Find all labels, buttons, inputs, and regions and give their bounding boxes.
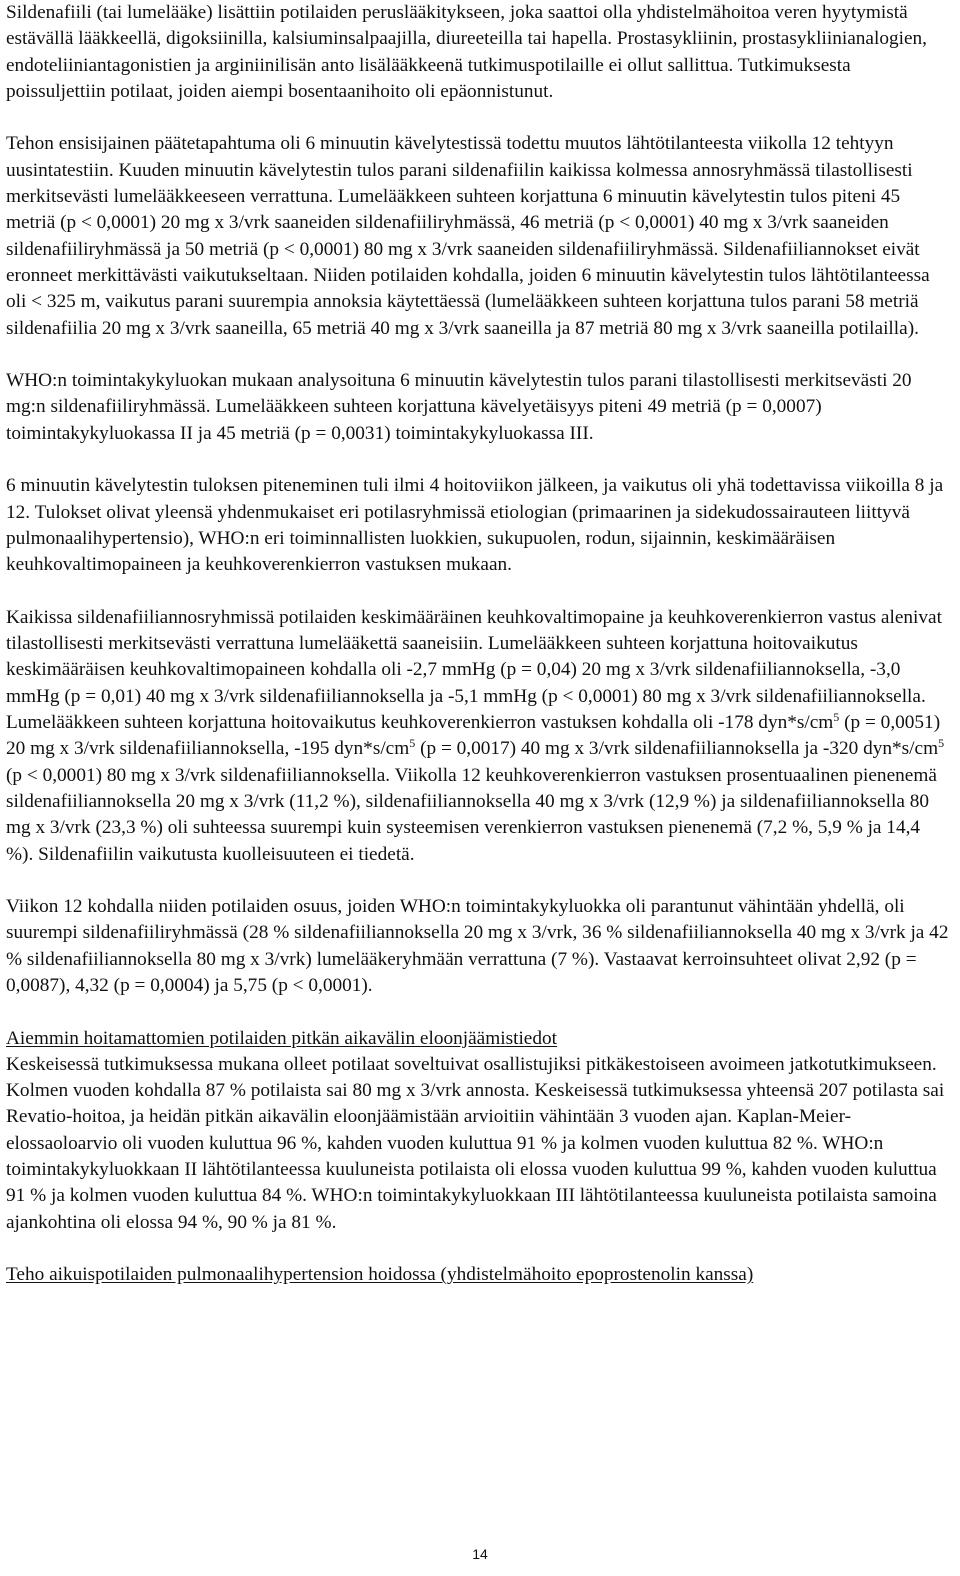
paragraph-text: 6 minuutin kävelytestin tuloksen piteneminen tuli ilmi 4 hoitoviikon jälkeen, ja vaikutus oli yhä todettavissa viikoilla 8 ja 12. Tulokset olivat yleensä yhdenmukaiset eri potilasryhmissä etiologian (primaarinen ja sidekudossairauteen liittyvä pulmonaalihypertensio), WHO:n eri toiminnallisten luokkien, sukupuolen, rodun, sijainnin, keskimääräisen keuhkovaltimopaineen ja keuhkoverenkierron vastuksen mukaan. bbox=[6, 475, 944, 576]
paragraph-who-class-analysis bbox=[6, 368, 952, 447]
paragraph-long-term-survival: Keskeisessä tutkimuksessa mukana olleet potilaat soveltuivat osallistujiksi pitkäkestoiseen avoimeen jatkotutkimukseen. Kolmen vuoden kohdalla 87 % potilaista sai 80 mg x 3/vrk annosta. Keskeisessä tutkimuksessa yhteensä 207 potilasta sai Revatio-hoitoa, ja heidän pitkän aikavälin eloonjäämistään arvioitiin vähintään 3 vuoden ajan. Kaplan-Meier-elossaoloarvio oli vuoden kuluttua 96 %, kahden vuoden kuluttua 91 % ja kolmen vuoden kuluttua 82 %. WHO:n toimintakykyluokkaan II lähtötilanteessa kuuluneista potilaista oli elossa vuoden kuluttua 99 %, kahden vuoden kuluttua 91 % ja kolmen vuoden kuluttua 84 %. WHO:n toimintakykyluokkaan III lähtötilanteessa kuuluneista potilaista samoina ajankohtina oli elossa 94 %, 90 % ja 81 %. bbox=[6, 1053, 945, 1233]
paragraph-walk-test-timing bbox=[6, 473, 952, 578]
paragraph-text: Tehon ensisijainen päätetapahtuma oli 6 minuutin kävelytestissä todettu muutos lähtötilanteesta viikolla 12 tehtyyn uusintatestiin. Kuuden minuutin kävelytestin tulos parani sildenafiilin kaikissa kolmessa annosryhmässä tilastollisesti merkitsevästi lumelääkkeeseen verrattuna. Lumelääkkeen suhteen korjattuna 6 minuutin kävelytestin tulos piteni 45 metriä (p < 0,0001) 20 mg x 3/vrk saaneiden sildenafiiliryhmässä, 46 metriä (p < 0,0001) 40 mg x 3/vrk saaneiden sildenafiiliryhmässä ja 50 metriä (p < 0,0001) 80 mg x 3/vrk saaneiden sildenafiiliryhmässä. Sildenafiiliannokset eivät eronneet merkittävästi vaikutukseltaan. Niiden potilaiden kohdalla, joiden 6 minuutin kävelytestin tulos lähtötilanteessa oli < 325 m, vaikutus parani suurempia annoksia käytettäessä (lumelääkkeen suhteen korjattuna tulos parani 58 metriä sildenafiilia 20 mg x 3/vrk saaneilla, 65 metriä 40 mg x 3/vrk saaneilla ja 87 metriä 80 mg x 3/vrk saaneilla potilailla). bbox=[6, 133, 930, 339]
paragraph-text: Viikon 12 kohdalla niiden potilaiden osuus, joiden WHO:n toimintakykyluokka oli parantunut vähintään yhdellä, oli suurempi sildenafiiliryhmässä (28 % sildenafiiliannoksella 20 mg x 3/vrk, 36 % sildenafiiliannoksella 40 mg x 3/vrk ja 42 % sildenafiiliannoksella 80 mg x 3/vrk) lumelääkeryhmään verrattuna (7 %). Vastaavat kerroinsuhteet olivat 2,92 (p = 0,0087), 4,32 (p = 0,0004) ja 5,75 (p < 0,0001). bbox=[6, 896, 949, 996]
superscript-exponent: 5 bbox=[409, 736, 416, 751]
superscript-exponent: 5 bbox=[833, 710, 840, 725]
section-heading-long-term-survival: Aiemmin hoitamattomien potilaiden pitkän aikavälin eloonjäämistiedot bbox=[6, 1027, 557, 1049]
superscript-exponent: 5 bbox=[938, 736, 945, 751]
paragraph-who-class-improvement bbox=[6, 894, 952, 999]
paragraph-text: (p = 0,0051) 20 mg x 3/vrk sildenafiiliannoksella, -195 dyn*s/cm bbox=[6, 712, 941, 760]
page-number: 14 bbox=[472, 1546, 488, 1562]
paragraph-pulmonary-pressure bbox=[6, 605, 952, 868]
section-heading-adult-combination-therapy: Teho aikuispotilaiden pulmonaalihypertension hoidossa (yhdistelmähoito epoprostenolin kanssa) bbox=[6, 1264, 754, 1286]
paragraph-text: Sildenafiili (tai lumelääke) lisättiin potilaiden peruslääkitykseen, joka saattoi olla yhdistelmähoitoa veren hyytymistä estävällä lääkkeellä, digoksiinilla, kalsiuminsalpaajilla, diureeteilla tai hapella. Prostasykliinin, prostasykliinianalogien, endoteliiniantagonistien ja arginiinilisän anto lisälääkkeenä tutkimuspotilaille ei ollut sallittua. Tutkimuksesta poissuljettiin potilaat, joiden aiempi bosentaanihoito oli epäonnistunut. bbox=[6, 2, 927, 102]
paragraph-walk-test-results bbox=[6, 131, 952, 341]
document-page bbox=[6, 0, 952, 1289]
paragraph-background-medication bbox=[6, 0, 952, 105]
paragraph-text: WHO:n toimintakykyluokan mukaan analysoituna 6 minuutin kävelytestin tulos parani tilastollisesti merkitsevästi 20 mg:n sildenafiiliryhmässä. Lumelääkkeen suhteen korjattuna kävelyetäisyys piteni 49 metriä (p = 0,0007) toimintakykyluokassa II ja 45 metriä (p = 0,0031) toimintakykyluokassa III. bbox=[6, 370, 912, 444]
paragraph-text: (p = 0,0017) 40 mg x 3/vrk sildenafiiliannoksella ja -320 dyn*s/cm bbox=[415, 738, 939, 760]
paragraph-text: Kaikissa sildenafiiliannosryhmissä potilaiden keskimääräinen keuhkovaltimopaine ja keuhkoverenkierron vastus alenivat tilastollisesti merkitsevästi verrattuna lumelääkettä saaneisiin. Lumelääkkeen suhteen korjattuna hoitovaikutus keskimääräisen keuhkovaltimopaineen kohdalla oli -2,7 mmHg (p = 0,04) 20 mg x 3/vrk sildenafiiliannoksella, -3,0 mmHg (p = 0,01) 40 mg x 3/vrk sildenafiiliannoksella ja -5,1 mmHg (p < 0,0001) 80 mg x 3/vrk sildenafiiliannoksella. Lumelääkkeen suhteen korjattuna hoitovaikutus keuhkoverenkierron vastuksen kohdalla oli -178 dyn*s/cm bbox=[6, 606, 942, 734]
paragraph-text: (p < 0,0001) 80 mg x 3/vrk sildenafiiliannoksella. Viikolla 12 keuhkoverenkierron vastuksen prosentuaalinen pienenemä sildenafiiliannoksella 20 mg x 3/vrk (11,2 %), sildenafiiliannoksella 40 mg x 3/vrk (12,9 %) ja sildenafiiliannoksella 80 mg x 3/vrk (23,3 %) oli suhteessa suurempi kuin systeemisen verenkierron vastuksen pienenemä (7,2 %, 5,9 % ja 14,4 %). Sildenafiilin vaikutusta kuolleisuuteen ei tiedetä. bbox=[6, 764, 937, 865]
